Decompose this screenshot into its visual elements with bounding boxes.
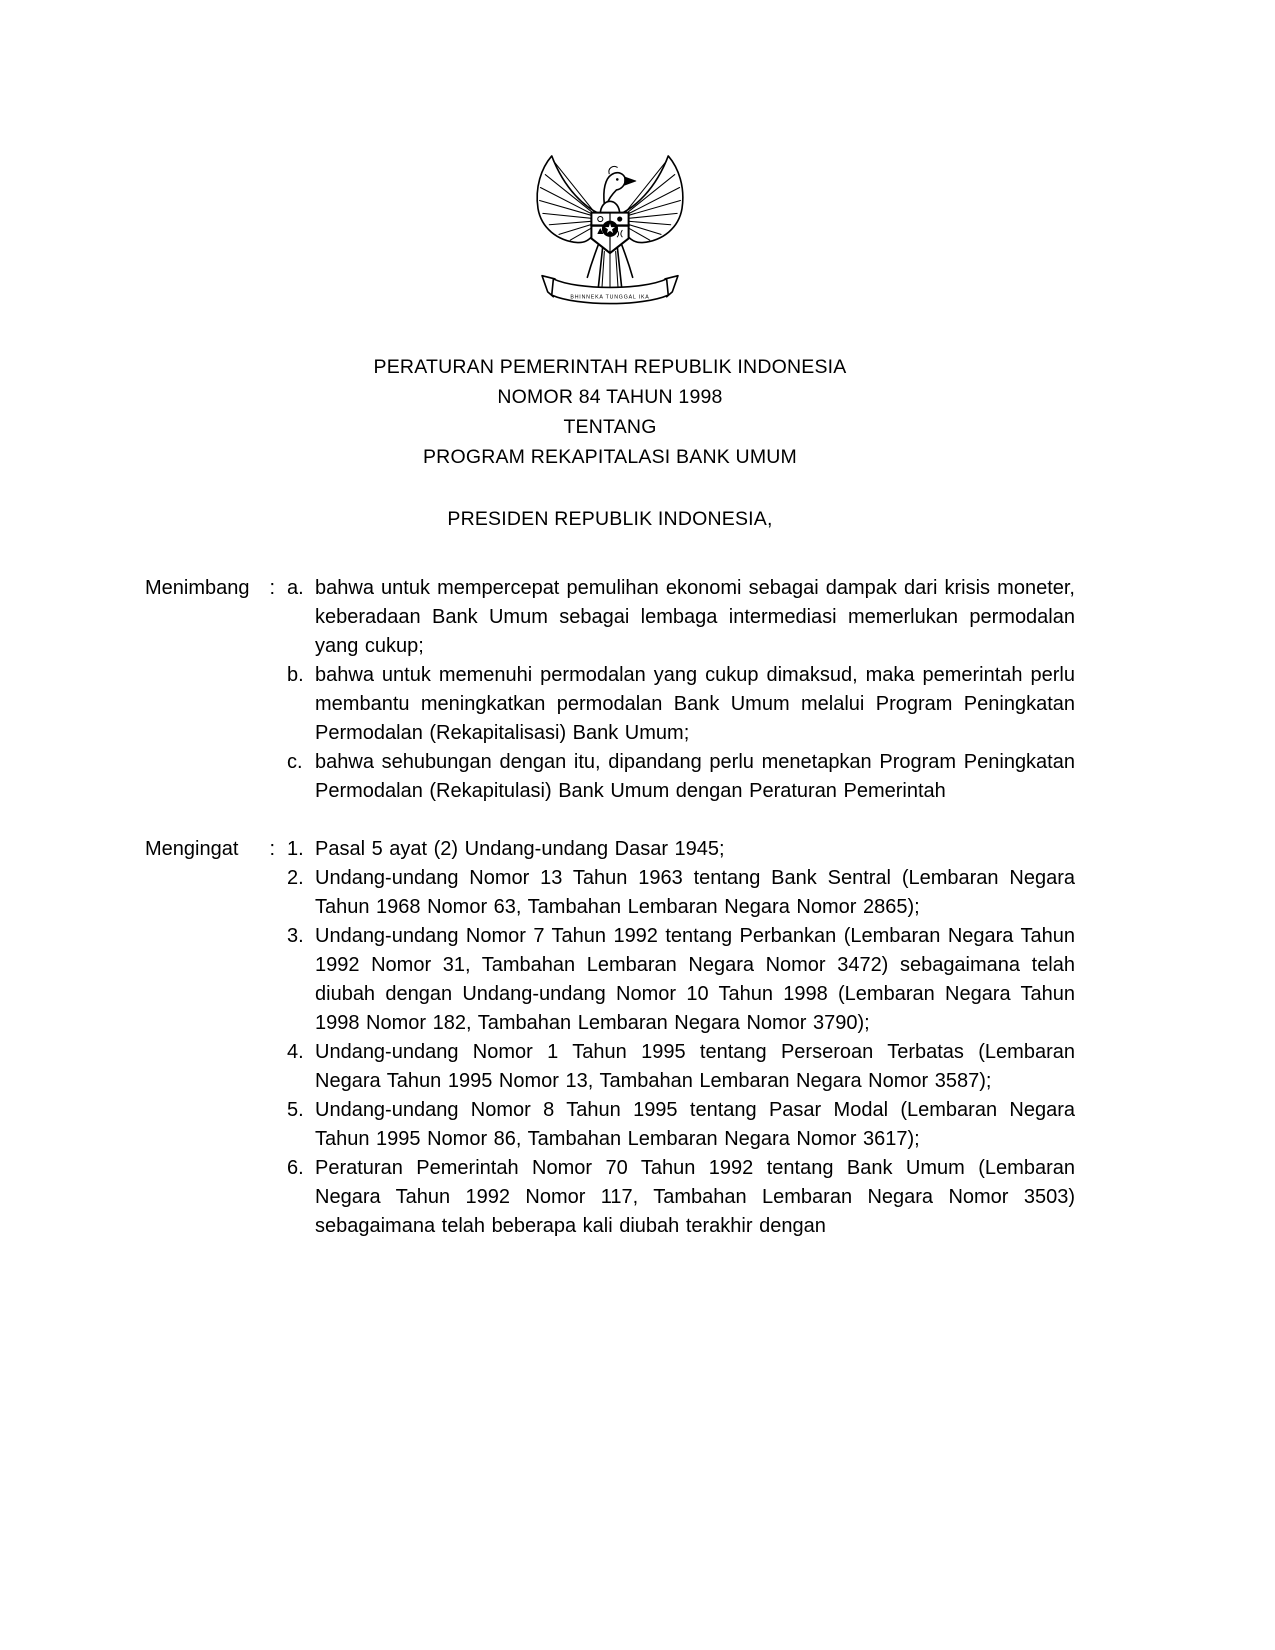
title-line-number: NOMOR 84 TAHUN 1998 — [497, 386, 723, 408]
item-marker-5: 5. — [287, 1099, 304, 1121]
item-text-c: bahwa sehubungan dengan itu, dipandang perlu menetapkan Program Peningkatan Permodalan (Rekapitulasi) Bank Umum dengan Peraturan Pemerintah — [315, 751, 1075, 802]
item-text-b: bahwa untuk memenuhi permodalan yang cukup dimaksud, maka pemerintah perlu membantu meningkatkan permodalan Bank Umum melalui Program Peningkatan Permodalan (Rekapitalisasi) Bank Umum; — [315, 664, 1075, 744]
item-marker-3: 3. — [287, 925, 304, 947]
document-title-block — [145, 352, 1075, 472]
label-spacer — [145, 922, 287, 1038]
section-menimbang — [145, 574, 1075, 806]
item-marker-2: 2. — [287, 867, 304, 889]
label-spacer — [145, 1096, 287, 1154]
section-mengingat — [145, 835, 1075, 1241]
garuda-pancasila-icon — [521, 138, 699, 326]
item-marker-c: c. — [287, 751, 303, 773]
label-spacer — [145, 1154, 287, 1241]
section-label-mengingat — [145, 835, 287, 864]
emblem-motto-text: BHINNEKA TUNGGAL IKA — [570, 294, 650, 301]
label-spacer — [145, 1038, 287, 1096]
section-label-colon: : — [269, 838, 275, 860]
item-marker-4: 4. — [287, 1041, 304, 1063]
garuda-pancasila-emblem — [521, 138, 699, 326]
section-label-text: Menimbang — [145, 577, 250, 599]
document-subtitle: PRESIDEN REPUBLIK INDONESIA, — [447, 508, 773, 530]
item-text-a: bahwa untuk mempercepat pemulihan ekonomi sebagai dampak dari krisis moneter, keberadaan Bank Umum sebagai lembaga intermediasi memerlukan permodalan yang cukup; — [315, 577, 1075, 657]
section-label-text: Mengingat — [145, 838, 239, 860]
title-line-regulation: PERATURAN PEMERINTAH REPUBLIK INDONESIA — [373, 356, 847, 378]
label-spacer — [145, 661, 287, 748]
eagle-head-icon — [604, 166, 636, 204]
section-label-menimbang — [145, 574, 287, 661]
label-spacer — [145, 864, 287, 922]
item-text-1: Pasal 5 ayat (2) Undang-undang Dasar 1945; — [315, 838, 725, 860]
title-line-subject: PROGRAM REKAPITALASI BANK UMUM — [422, 446, 798, 468]
item-text-5: Undang-undang Nomor 8 Tahun 1995 tentang Pasar Modal (Lembaran Negara Tahun 1995 Nomor 86, Tambahan Lembaran Negara Nomor 3617); — [315, 1099, 1075, 1150]
title-line-tentang: TENTANG — [563, 416, 657, 438]
section-label-colon: : — [269, 577, 275, 599]
label-spacer — [145, 748, 287, 806]
item-text-6: Peraturan Pemerintah Nomor 70 Tahun 1992 tentang Bank Umum (Lembaran Negara Tahun 1992 Nomor 117, Tambahan Lembaran Negara Nomor 3503) sebagaimana telah beberapa kali diubah terakhir dengan — [315, 1157, 1075, 1237]
document-content — [145, 0, 1075, 1241]
item-text-2: Undang-undang Nomor 13 Tahun 1963 tentang Bank Sentral (Lembaran Negara Tahun 1968 Nomor 63, Tambahan Lembaran Negara Nomor 2865); — [315, 867, 1075, 918]
item-marker-a: a. — [287, 577, 304, 599]
item-text-4: Undang-undang Nomor 1 Tahun 1995 tentang Perseroan Terbatas (Lembaran Negara Tahun 1995 Nomor 13, Tambahan Lembaran Negara Nomor 3587); — [315, 1041, 1075, 1092]
item-marker-6: 6. — [287, 1157, 304, 1179]
item-marker-b: b. — [287, 664, 304, 686]
item-text-3: Undang-undang Nomor 7 Tahun 1992 tentang Perbankan (Lembaran Negara Tahun 1992 Nomor 31, Tambahan Lembaran Negara Nomor 3472) sebagaimana telah diubah dengan Undang-undang Nomor 10 Tahun 1998 (Lembaran Negara Tahun 1998 Nomor 182, Tambahan Lembaran Negara Nomor 3790); — [315, 925, 1075, 1034]
item-marker-1: 1. — [287, 838, 304, 860]
